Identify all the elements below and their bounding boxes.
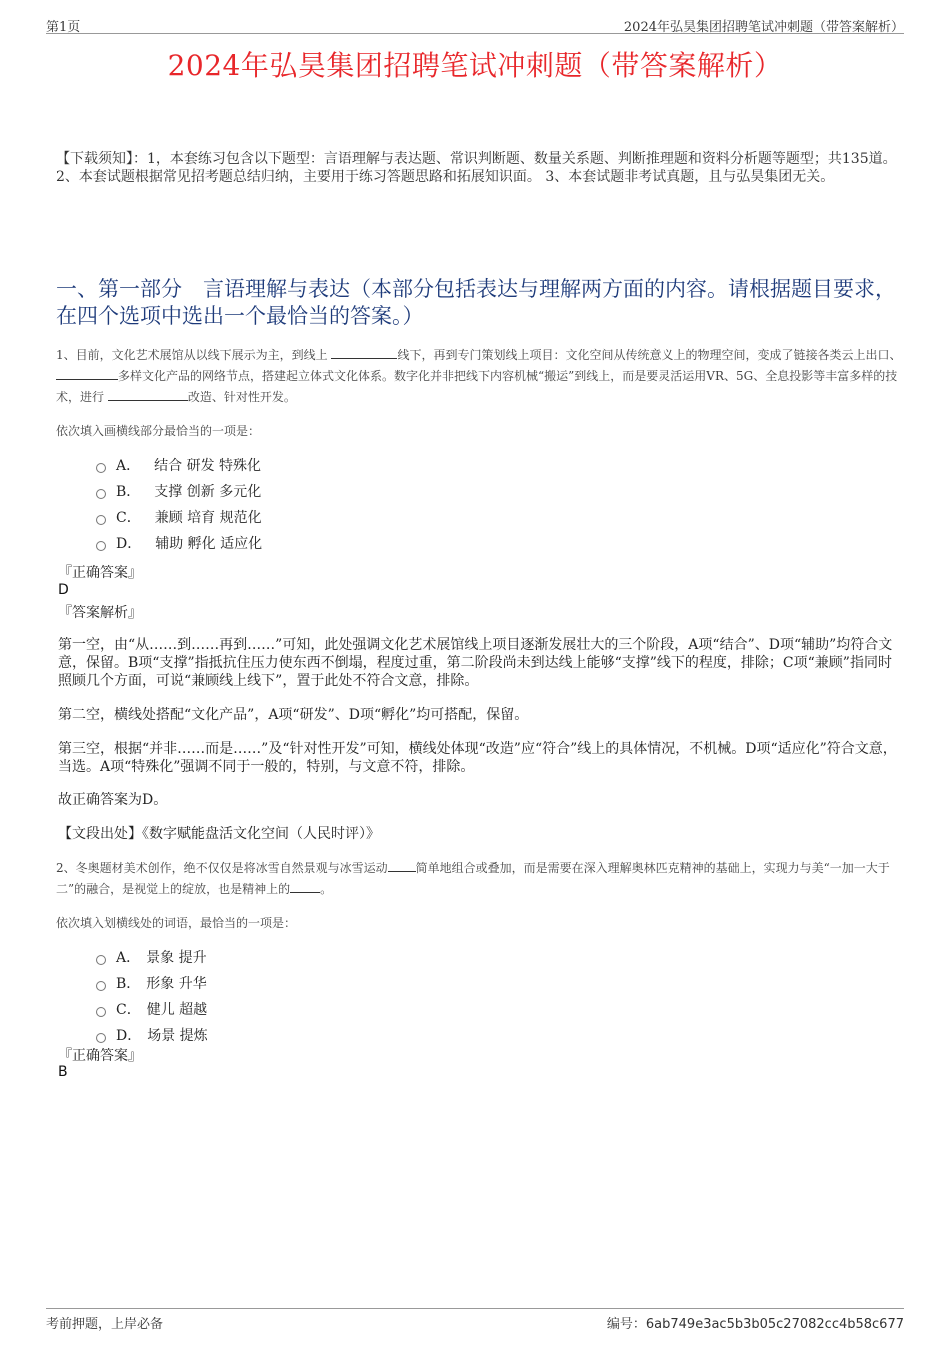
- section-title: 一、第一部分 言语理解与表达（本部分包括表达与理解两方面的内容。请根据题目要求，在四个选项中选出一个最恰当的答案。）: [56, 277, 896, 328]
- radio-icon[interactable]: [96, 541, 106, 551]
- footer-slogan: 考前押题，上岸必备: [46, 1317, 164, 1332]
- footer-code-value: 6ab749e3ac5b3b05c27082cc4b58c677: [645, 1317, 904, 1332]
- question-1-options: [96, 453, 262, 557]
- q2-blank-1: [388, 859, 416, 872]
- footer-code-label: 编号：: [606, 1317, 646, 1332]
- radio-icon[interactable]: [96, 489, 106, 499]
- q1-answer-label: 『正确答案』: [58, 565, 142, 581]
- q1-blank-2: [56, 367, 118, 380]
- q2-option-c[interactable]: C． 健儿 超越: [96, 997, 208, 1023]
- q2-text-part2: 简单地组合或叠加，而是需要在深入理解奥林匹克精神的基础上，实现力与美“一加一大于二”的融合，是视觉上的绽放，也是精神上的: [56, 861, 890, 896]
- q1-option-d[interactable]: D． 辅助 孵化 适应化: [96, 531, 262, 557]
- question-1-prompt: 依次填入画横线部分最恰当的一项是：: [56, 424, 261, 438]
- radio-icon[interactable]: [96, 1007, 106, 1017]
- footer-code: [607, 1313, 904, 1332]
- q2-text-part3: 。: [320, 882, 333, 896]
- q1-option-a[interactable]: A． 结合 研发 特殊化: [96, 453, 262, 479]
- header-divider: [46, 33, 904, 34]
- q1-analysis-conclusion: 故正确答案为D。: [58, 792, 168, 808]
- page-number: 第1页: [46, 20, 81, 35]
- q2-answer: B: [58, 1064, 68, 1080]
- q1-answer: D: [58, 582, 69, 598]
- q1-analysis-para-2: 第二空，横线处搭配“文化产品”，A项“研发”、D项“孵化”均可搭配，保留。: [58, 707, 529, 723]
- radio-icon[interactable]: [96, 981, 106, 991]
- question-1-text: [56, 345, 902, 408]
- q1-source: 【文段出处】《数字赋能盘活文化空间（人民时评）》: [58, 826, 380, 842]
- q1-text-part2: 线下，再到专门策划线上项目：文化空间从传统意义上的物理空间，变成了链接各类云上出口、: [397, 348, 902, 362]
- radio-icon[interactable]: [96, 1033, 106, 1043]
- q1-blank-3: [108, 388, 188, 401]
- question-2-text: [56, 858, 902, 900]
- q1-blank-1: [331, 346, 397, 359]
- question-2-options: [96, 945, 208, 1049]
- q1-text-part3: 多样文化产品的网络节点，搭建起立体式文化体系。数字化并非把线下内容机械“搬运”到线上，而是要灵活运用VR、5G、全息投影等丰富多样的技术，进行: [56, 369, 898, 404]
- q2-option-a[interactable]: A． 景象 提升: [96, 945, 208, 971]
- q2-option-b[interactable]: B． 形象 升华: [96, 971, 208, 997]
- q2-text-part1: 2、冬奥题材美术创作，绝不仅仅是将冰雪自然景观与冰雪运动: [56, 861, 388, 875]
- question-2-prompt: 依次填入划横线处的词语，最恰当的一项是：: [56, 916, 297, 930]
- radio-icon[interactable]: [96, 515, 106, 525]
- q2-blank-2: [290, 880, 320, 893]
- footer-divider: [46, 1308, 904, 1309]
- radio-icon[interactable]: [96, 463, 106, 473]
- q1-option-b[interactable]: B． 支撑 创新 多元化: [96, 479, 262, 505]
- download-notice: 【下载须知】：1，本套练习包含以下题型：言语理解与表达题、常识判断题、数量关系题、判断推理题和资料分析题等题型；共135道。 2、本套试题根据常见招考题总结归纳，主要用于练习答题思路和拓展知识面。 3、本套试题非考试真题，且与弘昊集团无关。: [56, 151, 897, 185]
- q2-answer-label: 『正确答案』: [58, 1048, 142, 1064]
- radio-icon[interactable]: [96, 955, 106, 965]
- q2-option-d[interactable]: D． 场景 提炼: [96, 1023, 208, 1049]
- q1-analysis-label: 『答案解析』: [58, 605, 142, 621]
- document-title: 2024年弘昊集团招聘笔试冲刺题（带答案解析）: [167, 49, 783, 82]
- q1-analysis-para-3: 第三空，根据“并非……而是……”及“针对性开发”可知，横线处体现“改造”应“符合”线上的具体情况，不机械。D项“适应化”符合文意，当选。A项“特殊化”强调不同于一般的，特别，与文意不符，排除。: [58, 741, 897, 775]
- q1-text-part1: 1、目前，文化艺术展馆从以线下展示为主，到线上: [56, 348, 332, 362]
- header-doc-title: 2024年弘昊集团招聘笔试冲刺题（带答案解析）: [623, 20, 904, 35]
- q1-text-part4: 改造、针对性开发。: [187, 390, 296, 404]
- q1-analysis-para-1: 第一空，由“从……到……再到……”可知，此处强调文化艺术展馆线上项目逐渐发展壮大的三个阶段，A项“结合”、D项“辅助”均符合文意，保留。B项“支撑”指抵抗住压力使东西不倒塌，程度过重，第二阶段尚未到达线上能够“支撑”线下的程度，排除；C项“兼顾”指同时照顾几个方面，可说“兼顾线上线下”，置于此处不符合文意，排除。: [58, 637, 893, 689]
- q1-option-c[interactable]: C． 兼顾 培育 规范化: [96, 505, 262, 531]
